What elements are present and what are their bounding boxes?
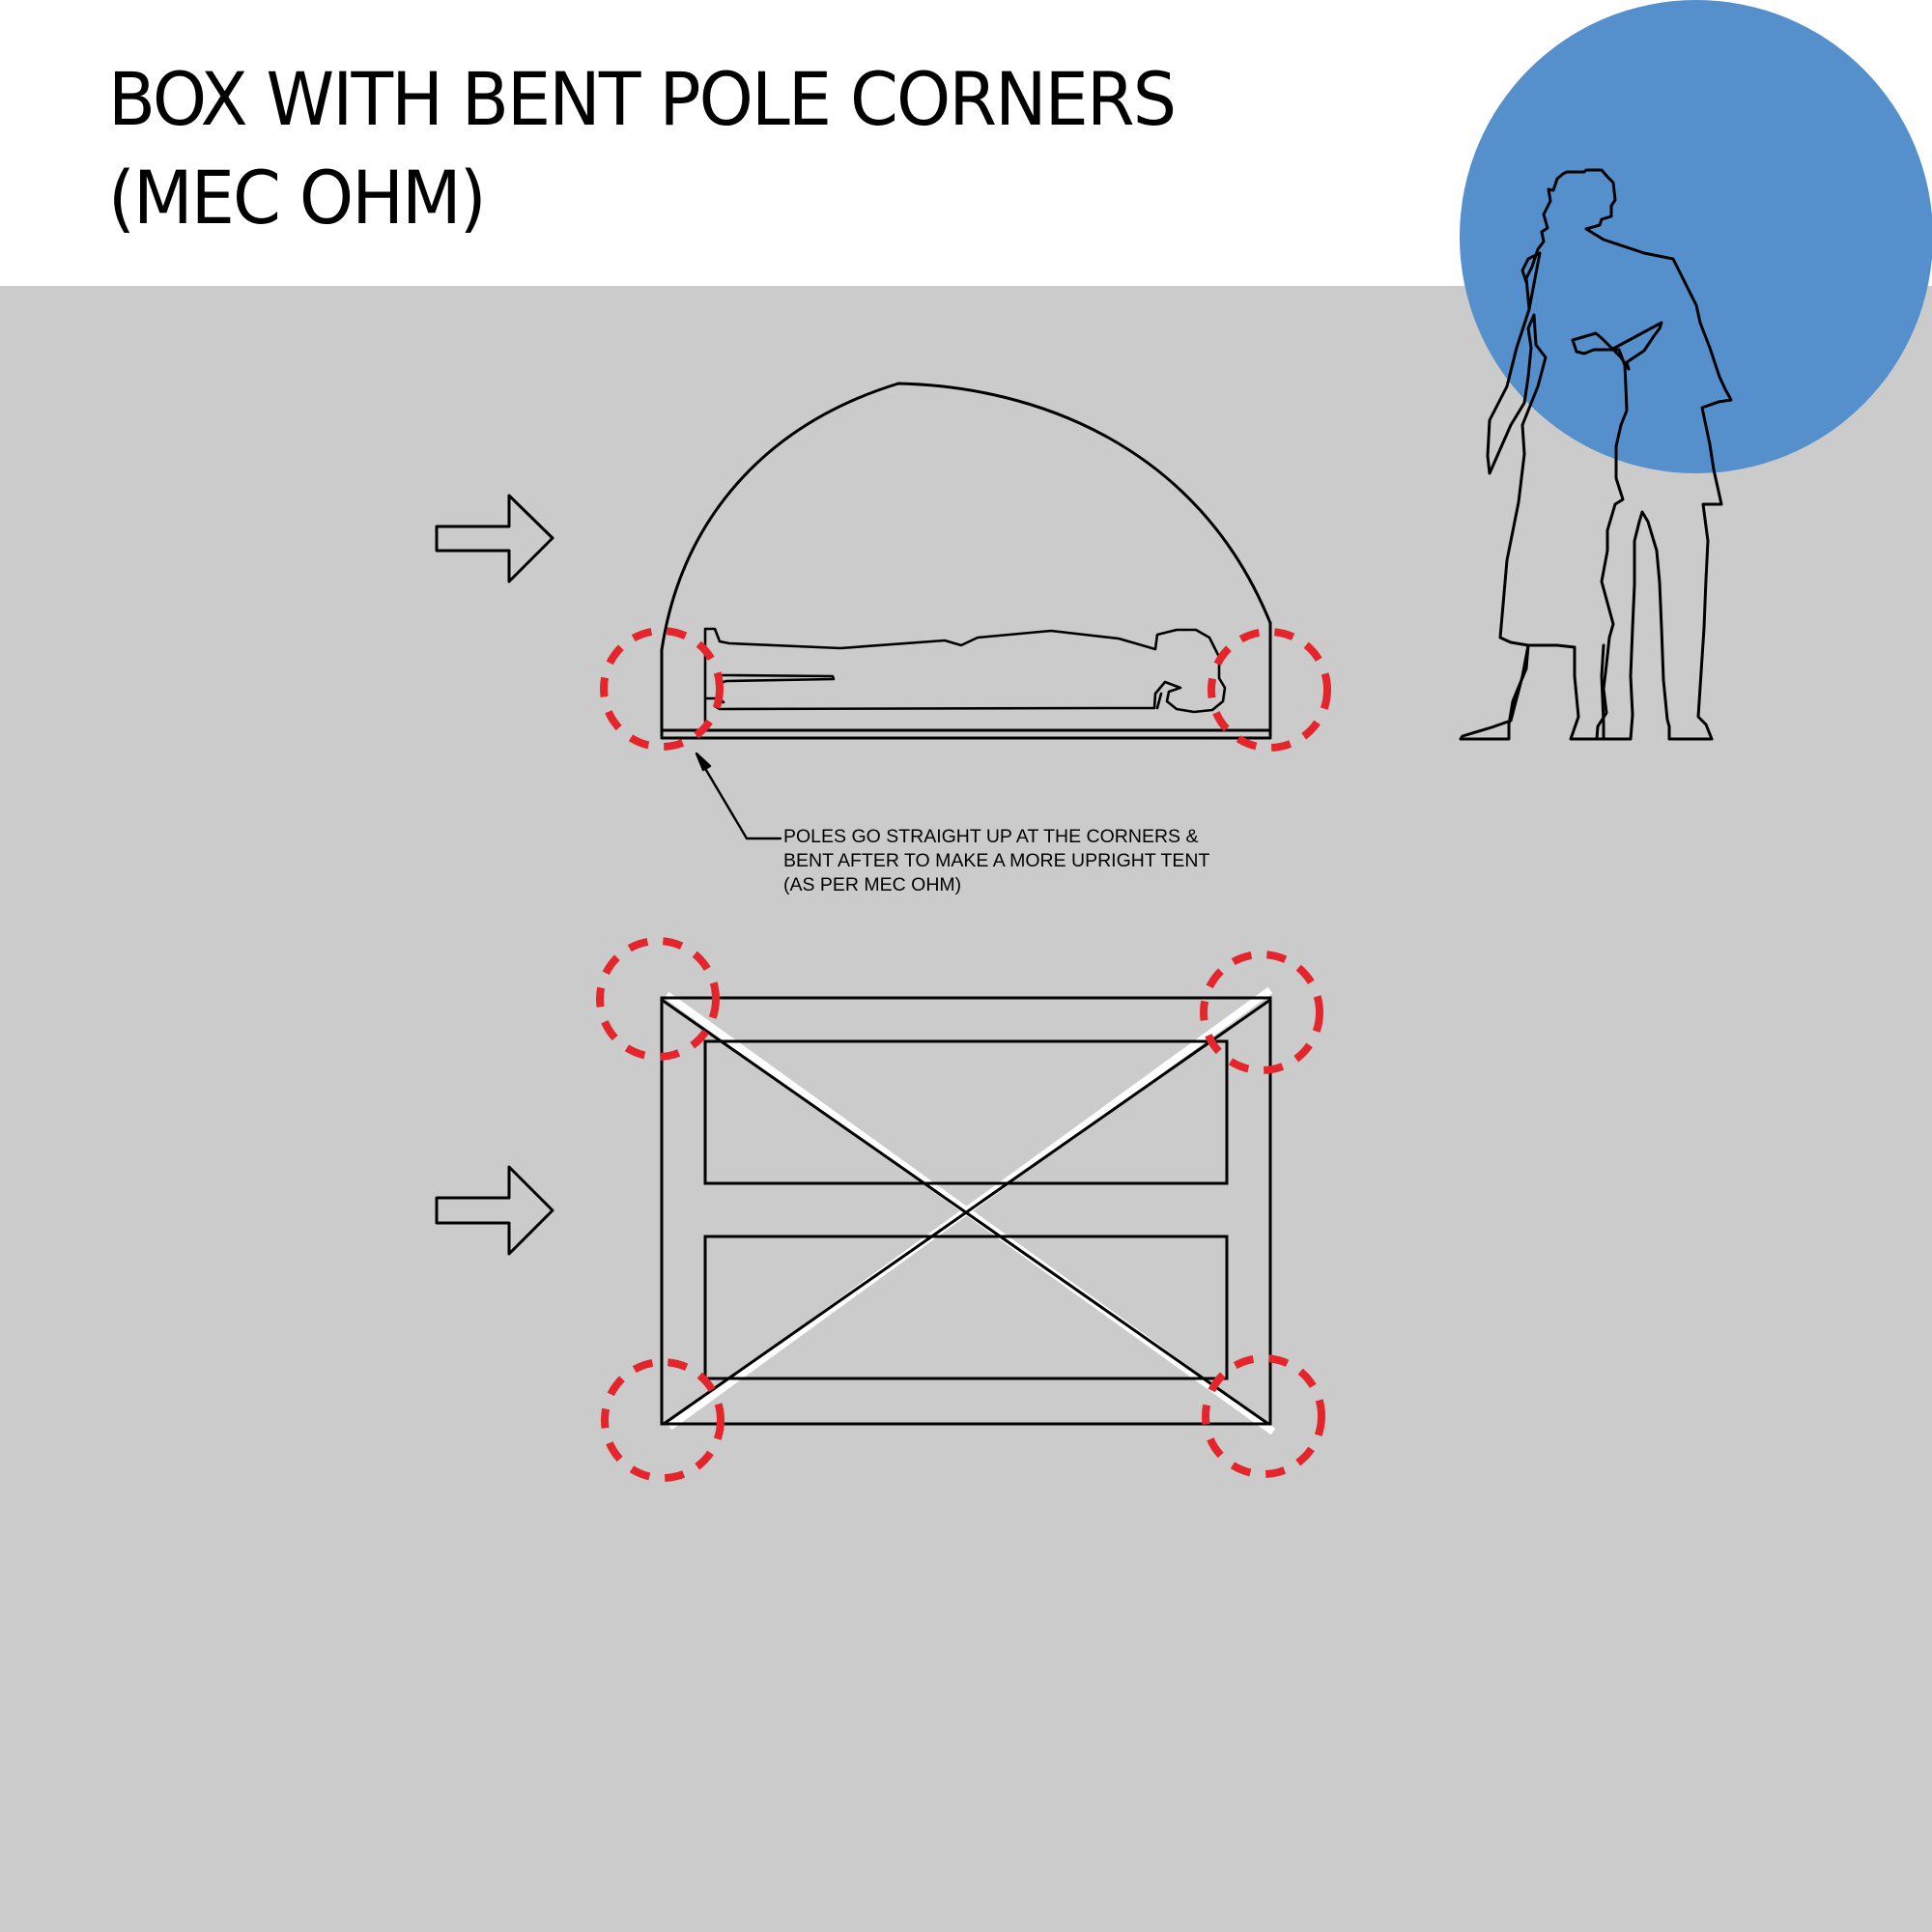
- annotation-line-3: (AS PER MEC OHM): [783, 874, 962, 895]
- plan-bottom-right-corner-circle: [1206, 1358, 1321, 1474]
- pole-annotation: [783, 825, 1209, 897]
- annotation-line-2: BENT AFTER TO MAKE A MORE UPRIGHT TENT: [783, 850, 1210, 871]
- section-arrow-icon: [437, 496, 553, 582]
- annotation-leader: [696, 753, 781, 838]
- corner-highlights: [600, 631, 1327, 1478]
- plan-arrow-icon: [437, 1167, 553, 1254]
- sleeping-person-icon: [705, 629, 1225, 730]
- annotation-line-1: POLES GO STRAIGHT UP AT THE CORNERS &: [783, 826, 1199, 847]
- tent-dome-outline: [662, 384, 1270, 650]
- title-line-1: BOX WITH BENT POLE CORNERS: [108, 56, 1176, 142]
- plan-top-right-corner-circle: [1204, 954, 1320, 1070]
- sleeping-pad-top: [705, 1041, 1227, 1183]
- sleeping-pad-bottom: [705, 1236, 1227, 1378]
- tent-section: [662, 384, 1270, 738]
- title-line-2: (MEC OHM): [108, 155, 485, 241]
